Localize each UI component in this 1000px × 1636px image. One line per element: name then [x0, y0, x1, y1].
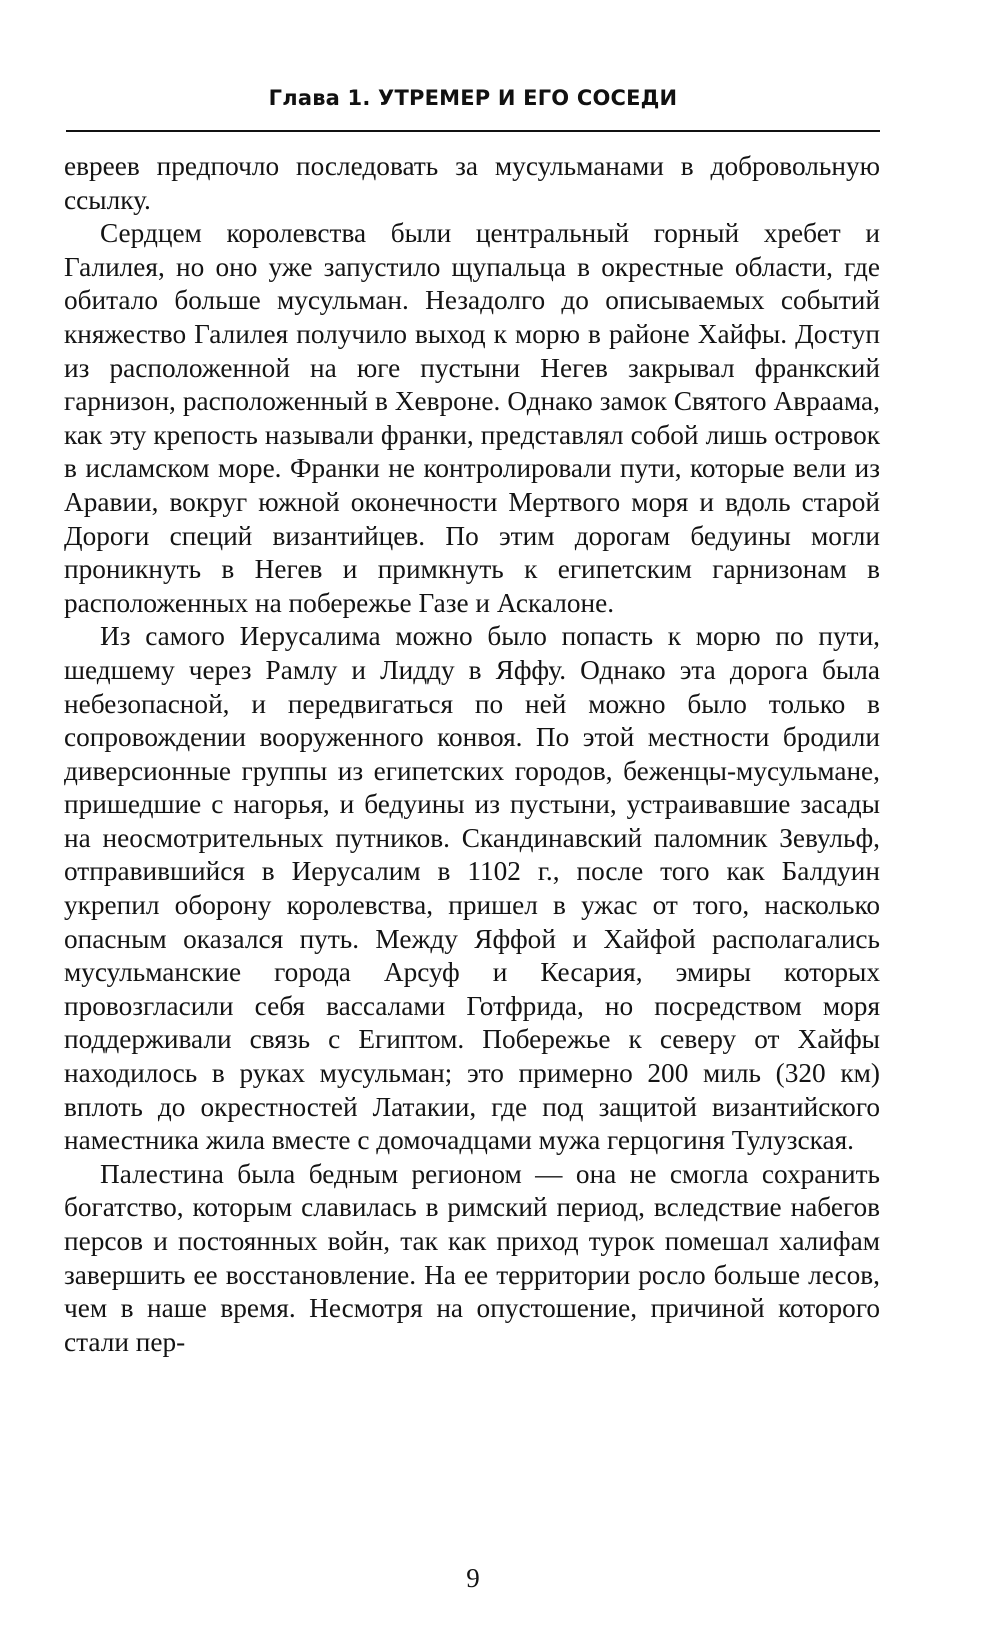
paragraph: Сердцем королевства были центральный горный хребет и Галилея, но оно уже запустило щупальца в окрестные области, где обитало больше мусульман. Незадолго до описываемых событий княжество Галилея получило выход к морю в районе Хайфы. Доступ из расположенной на юге пустыни Негев закрывал франкский гарнизон, расположенный в Хевроне. Однако замок Святого Авраама, как эту крепость называли франки, представлял собой лишь островок в исламском море. Франки не контролировали пути, которые вели из Аравии, вокруг южной оконечности Мертвого моря и вдоль старой Дороги специй византийцев. По этим дорогам бедуины могли проникнуть в Негев и примкнуть к египетским гарнизонам в расположенных на побережье Газе и Аскалоне.: [64, 218, 880, 618]
body-text: [64, 150, 880, 1359]
paragraph: Из самого Иерусалима можно было попасть к морю по пути, шедшему через Рамлу и Лидду в Яффу. Однако эта дорога была небезопасной, и передвигаться по ней можно было только в сопровождении вооруженного конвоя. По этой местности бродили диверсионные группы из египетских городов, беженцы-мусульмане, пришедшие с нагорья, и бедуины из пустыни, устраивавшие засады на неосмотрительных путников. Скандинавский паломник Зевульф, отправившийся в Иерусалим в 1102 г., после того как Балдуин укрепил оборону королевства, пришел в ужас от того, насколько опасным оказался путь. Между Яффой и Хайфой располагались мусульманские города Арсуф и Кесария, эмиры которых провозгласили себя вассалами Готфрида, но посредством моря поддерживали связь с Египтом. Побережье к северу от Хайфы находилось в руках мусульман; это примерно 200 миль (320 км) вплоть до окрестностей Латакии, где под защитой византийского наместника жила вместе с домочадцами мужа герцогиня Тулузская.: [64, 621, 880, 1156]
page-number: 9: [466, 1563, 480, 1593]
running-header: Глава 1. УТРЕМЕР И ЕГО СОСЕДИ: [268, 86, 678, 110]
paragraph: Палестина была бедным регионом — она не смогла сохранить богатство, которым славилась в римский период, вследствие набегов персов и постоянных войн, так как приход турок помешал халифам завершить ее восстановление. На ее территории росло больше лесов, чем в наше время. Несмотря на опустошение, причиной которого стали пер-: [64, 1158, 880, 1357]
paragraph: евреев предпочло последовать за мусульманами в добровольную ссылку.: [64, 151, 880, 215]
header-rule: [66, 130, 880, 132]
